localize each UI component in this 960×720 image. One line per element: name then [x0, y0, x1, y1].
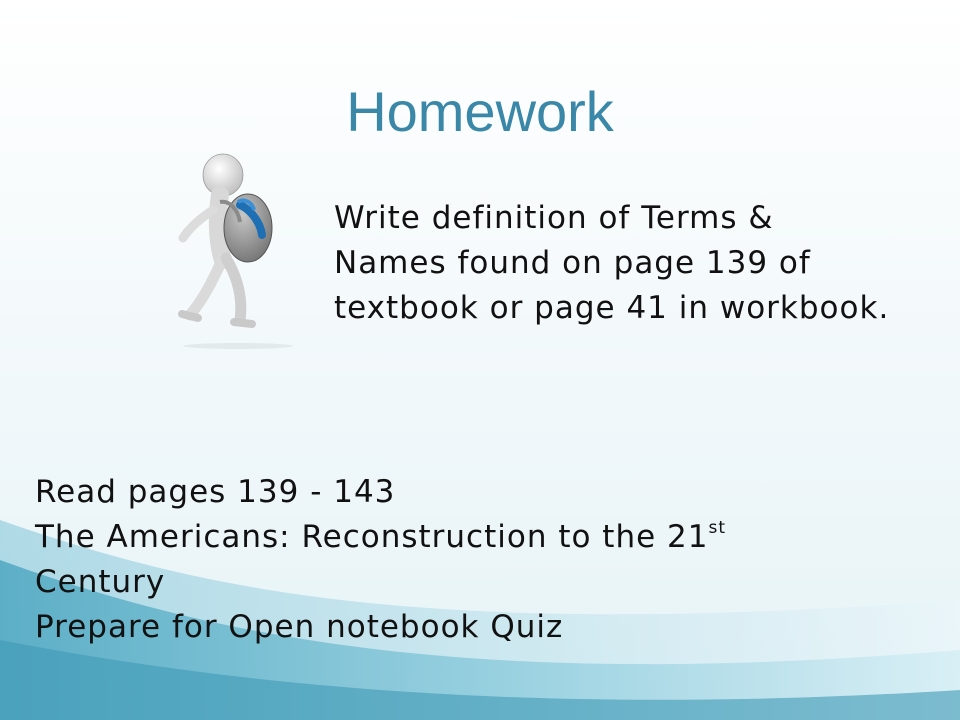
reading-line: Read pages 139 - 143 [35, 474, 396, 510]
book-title-tail: Century [35, 564, 166, 600]
quiz-line: Prepare for Open notebook Quiz [35, 609, 564, 645]
book-title-line [35, 515, 935, 560]
book-title-sup: st [708, 518, 727, 538]
homework-list [35, 470, 935, 650]
assignment-text: Write definition of Terms & Names found on page 139 of textbook or page 41 in workbook. [334, 200, 890, 326]
slide-title: Homework [346, 80, 614, 143]
stick-figure-with-backpack-icon [168, 150, 308, 350]
book-title-main: The Americans: Reconstruction to the 21 [35, 519, 709, 555]
